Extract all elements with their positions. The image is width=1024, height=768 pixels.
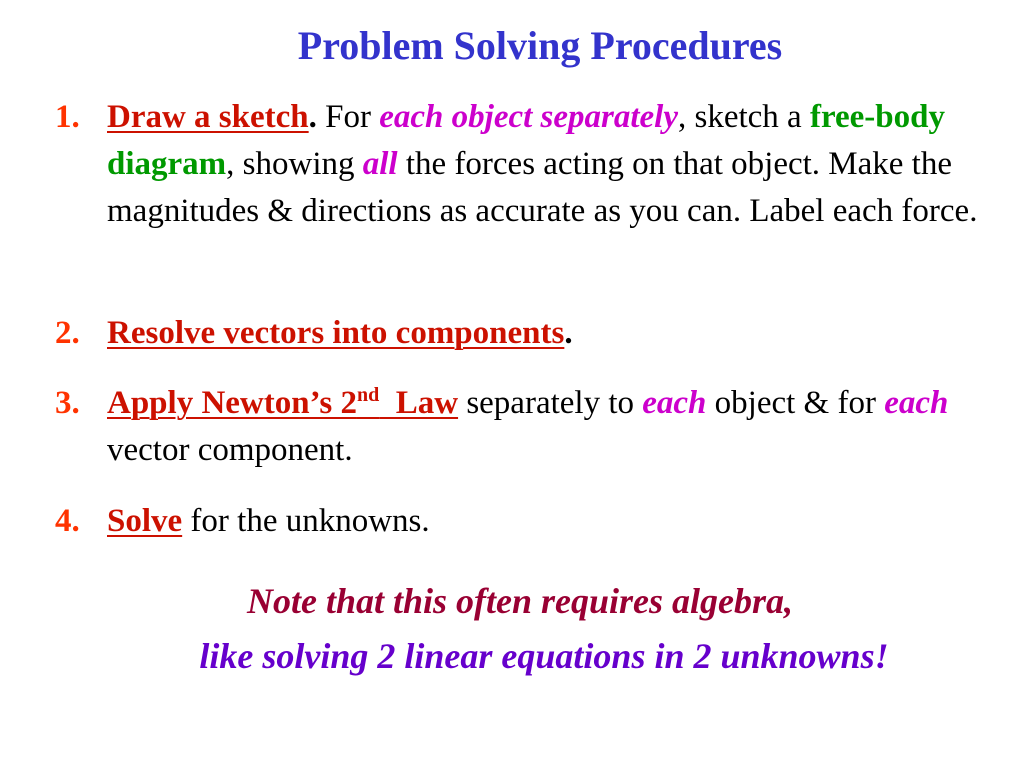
item-text — [107, 380, 995, 474]
item-text-part: , sketch a — [678, 99, 810, 135]
item-lead-main: Apply Newton’s 2 — [107, 385, 357, 421]
item-number: 3. — [55, 385, 80, 421]
item-text-part: for the unknowns. — [182, 503, 430, 539]
item-text-part: separately to — [458, 385, 643, 421]
item-emphasis: each object separately — [379, 99, 678, 135]
item-text-part: For — [316, 99, 380, 135]
item-lead: Resolve vectors into components — [107, 315, 565, 351]
item-text-part: object & for — [706, 385, 885, 421]
item-text-part: the forces acting on that object. Make the magnitudes & directions as accurate as you can. Label each force. — [107, 146, 978, 229]
item-lead-sup: nd — [356, 384, 380, 406]
item-text-part: , showing — [226, 146, 363, 182]
item-emphasis: each — [884, 385, 949, 421]
item-lead-punct: . — [308, 99, 317, 135]
note-line-1: Note that this often requires algebra, — [246, 581, 794, 621]
item-text — [107, 310, 995, 357]
item-text-part: vector component. — [107, 432, 353, 468]
item-text — [107, 94, 995, 235]
item-lead-punct: . — [564, 315, 573, 351]
item-lead: Solve — [107, 503, 183, 539]
item-number: 4. — [55, 503, 80, 539]
item-text — [107, 498, 995, 545]
item-number: 1. — [55, 99, 80, 135]
list-item-2 — [55, 310, 995, 357]
list-item-1 — [55, 94, 995, 235]
list-item-4 — [55, 498, 995, 545]
item-number: 2. — [55, 315, 80, 351]
item-lead-tail: Law — [379, 385, 459, 421]
note-line-2: like solving 2 linear equations in 2 unknowns! — [199, 636, 889, 676]
item-emphasis: all — [362, 146, 398, 182]
item-green-term: free-body diagram — [107, 99, 945, 182]
item-emphasis: each — [642, 385, 707, 421]
item-lead: Draw a sketch — [107, 99, 309, 135]
slide-title: Problem Solving Procedures — [297, 23, 783, 68]
item-lead — [107, 385, 458, 421]
list-item-3 — [55, 380, 995, 474]
